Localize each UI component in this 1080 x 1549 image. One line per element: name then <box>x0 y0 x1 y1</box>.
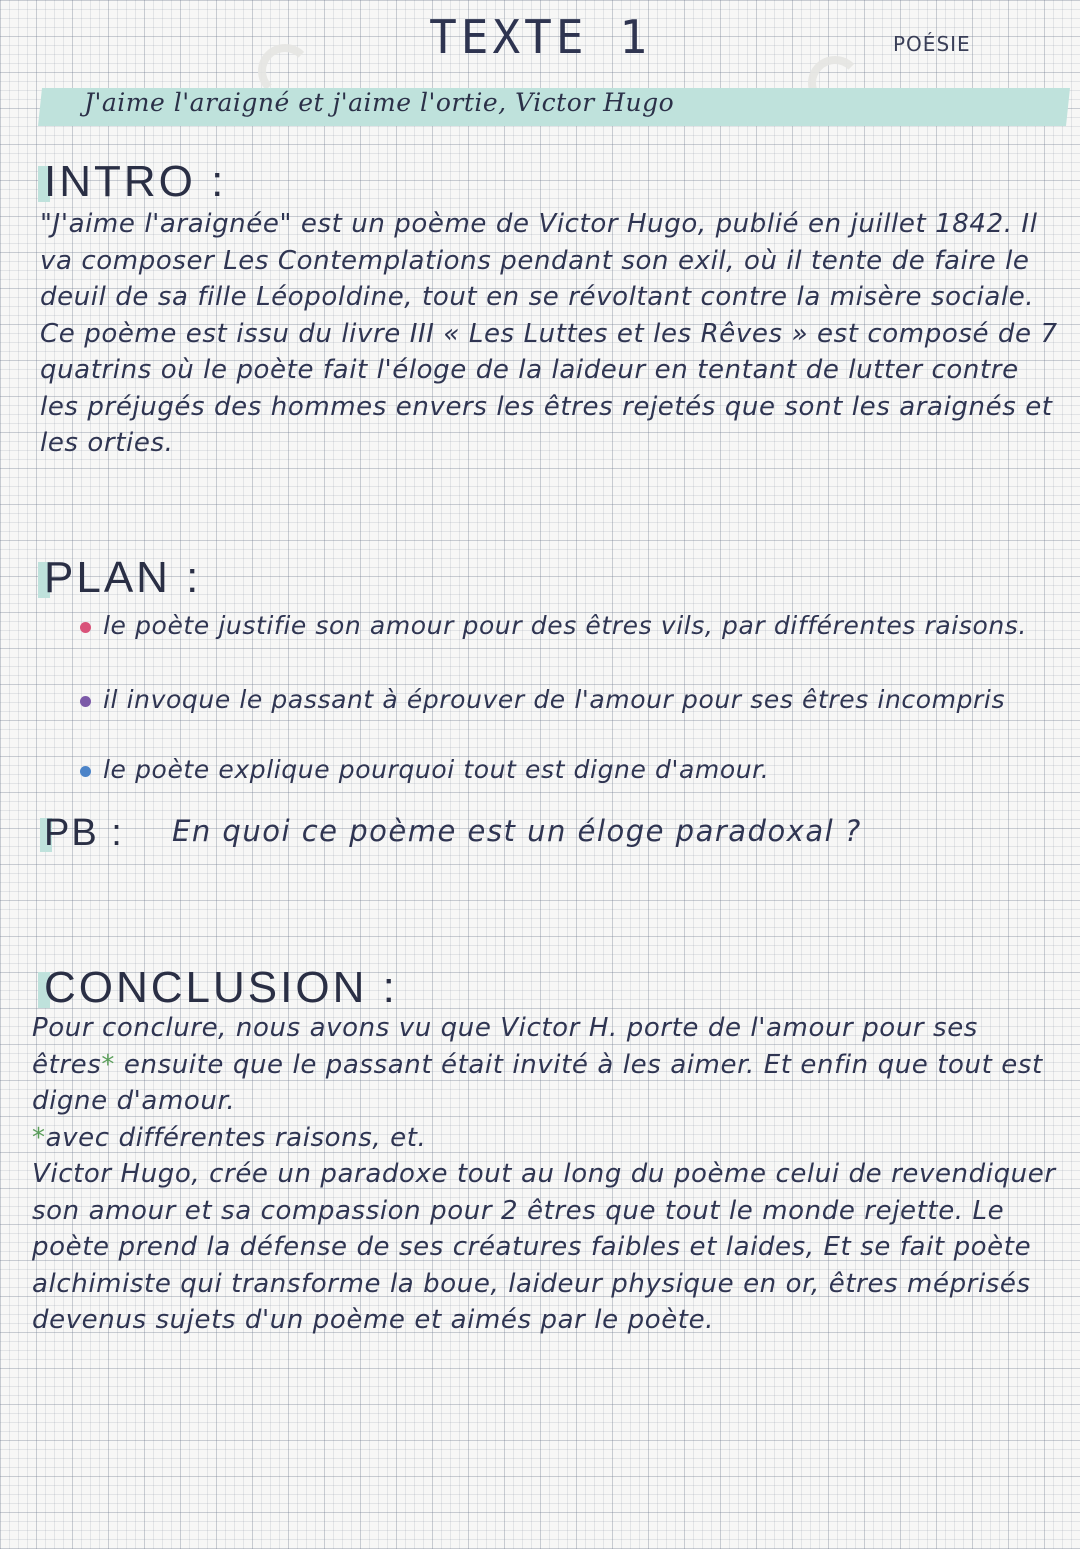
plan-bullet-icon <box>80 766 91 777</box>
conclusion-text-part1: Pour conclure, nous avons vu que Victor H. porte de l'amour pour ses êtres <box>32 1013 987 1080</box>
plan-item-text: le poète explique pourquoi tout est digne d'amour. <box>103 755 770 784</box>
plan-item-2 <box>40 682 1050 719</box>
footnote-star-icon: * <box>32 1123 46 1153</box>
plan-item-3 <box>40 752 1050 789</box>
plan-heading <box>44 553 202 602</box>
footnote-text: avec différentes raisons, et. <box>45 1123 427 1153</box>
plan-item-text: le poète justifie son amour pour des êtres vils, par différentes raisons. <box>103 611 1027 640</box>
conclusion-footnote <box>32 1120 1062 1157</box>
footnote-star-icon: * <box>101 1049 116 1080</box>
pb-question: En quoi ce poème est un éloge paradoxal ? <box>172 814 862 848</box>
conclusion-heading-text: CONCLUSION : <box>44 963 398 1012</box>
plan-bullet-icon <box>80 696 91 707</box>
intro-paragraph: "J'aime l'araignée" est un poème de Victor Hugo, publié en juillet 1842. Il va composer Les Contemplations pendant son exil, où il tente de faire le deuil de sa fille Léopoldine, tout en se révoltant contre la misère sociale. Ce poème est issu du livre III « Les Luttes et les Rêves » est composé de 7 quatrins où le poète fait l'éloge de la laideur en tentant de lutter contre les préjugés des hommes envers les êtres rejetés que sont les araignés et les orties. <box>40 209 1067 458</box>
page-title: TEXTE 1 <box>429 10 651 64</box>
subject-line: J'aime l'araigné et j'aime l'ortie, Victor Hugo <box>84 88 675 117</box>
plan-item-1 <box>40 608 1050 645</box>
category-label: POÉSIE <box>893 32 971 56</box>
plan-heading-text: PLAN : <box>44 553 202 602</box>
plan-bullet-icon <box>80 622 91 633</box>
conclusion-paragraph-2: Victor Hugo, crée un paradoxe tout au long du poème celui de revendiquer son amour et sa compassion pour 2 êtres que tout le monde rejette. Le poète prend la défense de ses créatures faibles et laides, Et se fait poète alchimiste qui transforme la boue, laideur physique en or, êtres méprisés devenus sujets d'un poème et aimés par le poète. <box>32 1159 1065 1335</box>
conclusion-paragraph <box>32 1010 1062 1120</box>
intro-heading <box>44 157 227 206</box>
plan-item-text: il invoque le passant à éprouver de l'amour pour ses êtres incompris <box>103 685 1006 714</box>
pb-label: PB : <box>44 812 124 854</box>
intro-heading-text: INTRO : <box>44 157 227 206</box>
conclusion-heading <box>44 963 398 1012</box>
conclusion-text-part2: ensuite que le passant était invité à les aimer. Et enfin que tout est digne d'amour. <box>32 1049 1052 1116</box>
